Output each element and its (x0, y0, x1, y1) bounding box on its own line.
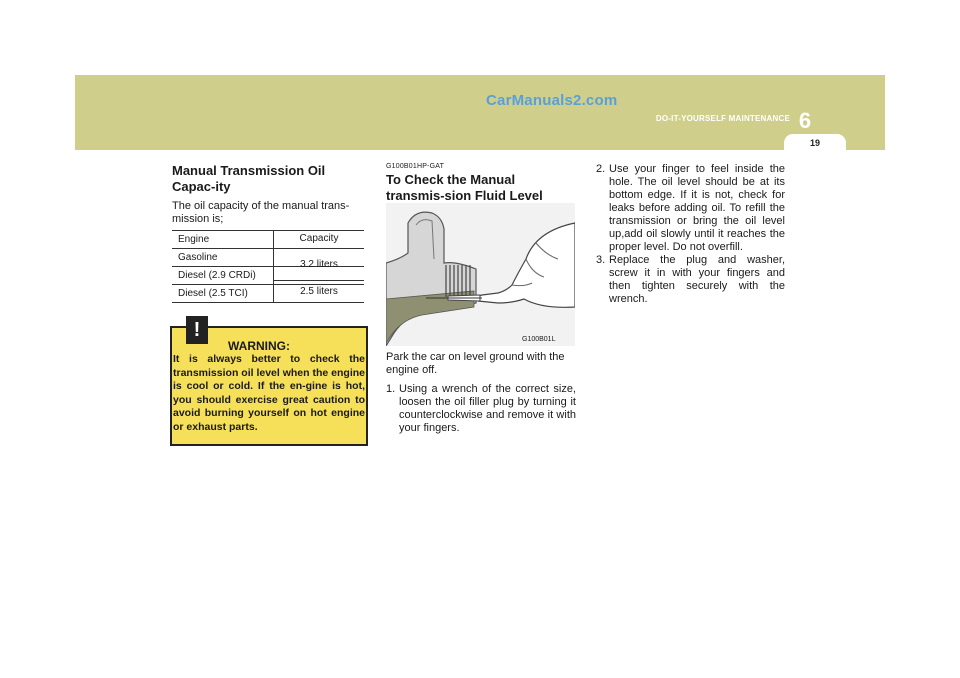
figure-code: G100B01L (522, 336, 556, 343)
step-number: 2. (596, 163, 606, 175)
warning-text: It is always better to check the transmission oil level when the engine is cool or cold. If the en-gine is hot, you should exercise great caution to avoid burning yourself on hot engine or exhaust parts. (173, 353, 365, 433)
check-heading: To Check the Manual transmis-sion Fluid Level (386, 172, 543, 203)
header-band (75, 75, 885, 150)
table-cell-capacity: 3.2 liters (300, 259, 338, 270)
finger-in-filler-hole-drawing (386, 203, 575, 346)
site-watermark-link[interactable]: CarManuals2.com (486, 92, 618, 109)
continued-steps (596, 163, 785, 306)
table-header-engine: Engine (178, 234, 210, 245)
chapter-title: DO-IT-YOURSELF MAINTENANCE (655, 114, 790, 123)
step-list (386, 383, 576, 435)
warning-title: WARNING: (228, 339, 290, 353)
list-item (386, 383, 576, 435)
check-section (386, 163, 576, 204)
table-cell-capacity: 2.5 liters (300, 286, 338, 297)
step-text: Using a wrench of the correct size, loosen the oil filler plug by turning it counterclockwise and remove it with your fingers. (399, 383, 576, 434)
table-cell-engine: Diesel (2.5 TCI) (178, 288, 248, 299)
list-item (596, 254, 785, 306)
capacity-section (172, 163, 368, 226)
check-intro: Park the car on level ground with the engine off. (386, 351, 565, 376)
capacity-heading: Manual Transmission Oil Capac-ity (172, 163, 326, 194)
filler-plug-illustration (386, 203, 575, 346)
section-code: G100B01HP-GAT (386, 163, 445, 170)
capacity-intro: The oil capacity of the manual trans-mission is; (172, 200, 350, 225)
table-header-row (172, 231, 364, 249)
step-number: 1. (386, 383, 396, 395)
step-text: Replace the plug and washer, screw it in with your fingers and then tighten securely with the wrench. (609, 254, 785, 305)
step-number: 3. (596, 254, 606, 266)
capacity-table (172, 230, 364, 303)
step-text: Use your finger to feel inside the hole. The oil level should be at its bottom edge. If it is not, check for leaks before adding oil. To refill the transmission or bring the oil level up,add oil slowly until it reaches the proper level. Do not overfill. (609, 163, 785, 253)
table-cell-engine: Gasoline (178, 252, 218, 263)
table-cell-engine: Diesel (2.9 CRDi) (178, 270, 256, 281)
table-capacity-divider (274, 280, 364, 281)
warning-exclamation-icon: ! (186, 316, 208, 344)
step-list (596, 163, 785, 306)
table-header-capacity: Capacity (299, 233, 339, 244)
chapter-number: 6 (798, 108, 812, 133)
page-number: 19 (809, 138, 820, 148)
list-item (596, 163, 785, 254)
check-instructions (386, 351, 576, 435)
